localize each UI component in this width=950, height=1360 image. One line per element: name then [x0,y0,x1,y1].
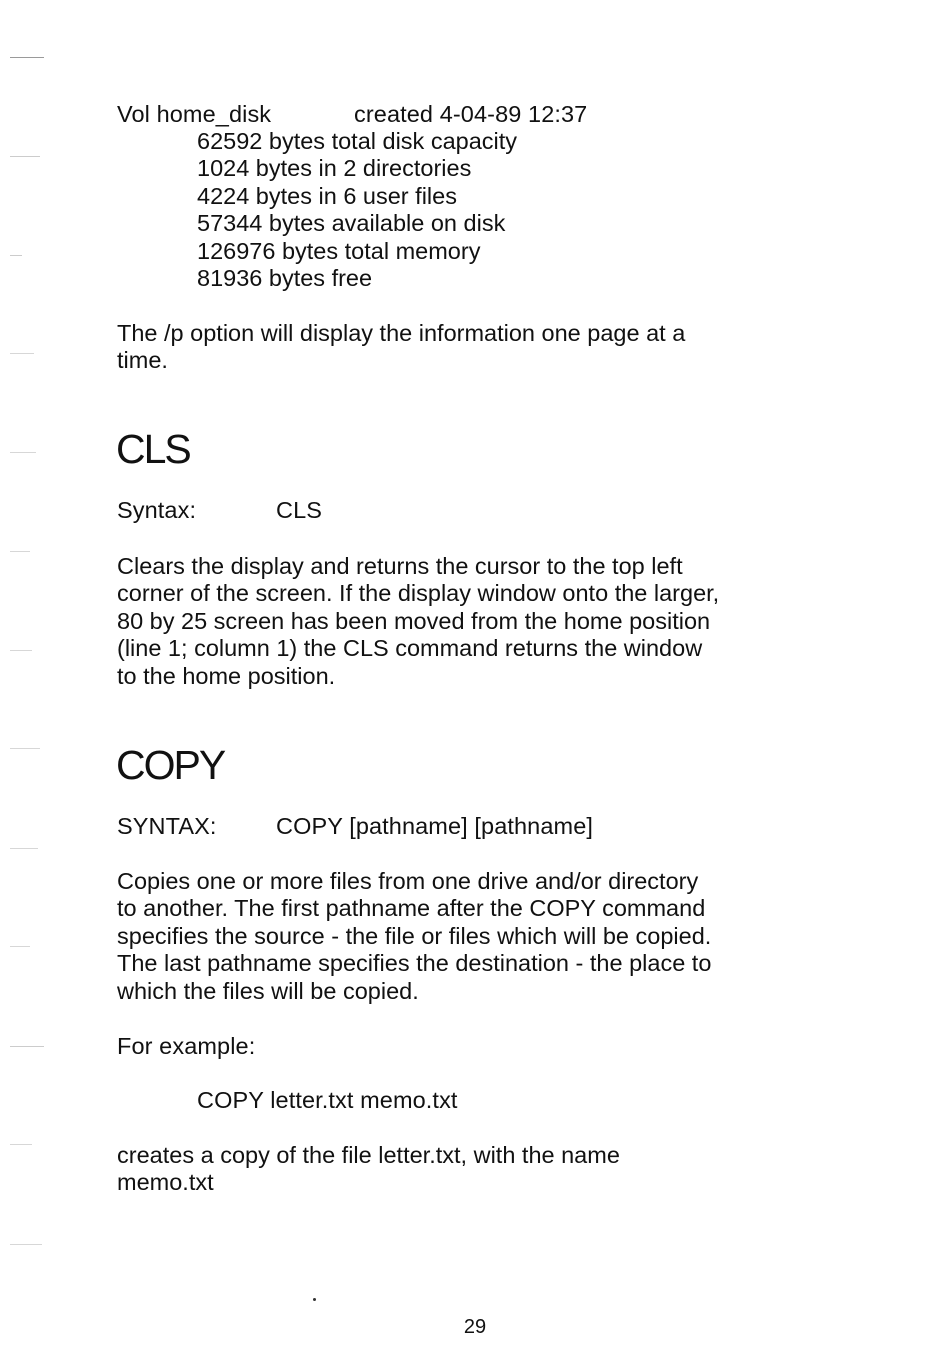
copy-syntax-label: SYNTAX: [117,813,217,839]
paragraph-line: time. [117,347,168,374]
paragraph-line: creates a copy of the file letter.txt, with the name [117,1142,620,1168]
margin-mark [10,848,38,849]
example-intro: For example: [117,1033,256,1059]
disk-info-line: 81936 bytes free [197,265,373,292]
disk-info-line: 62592 bytes total disk capacity [197,128,518,154]
margin-mark [10,1144,32,1145]
margin-mark [10,650,32,651]
paragraph-line: memo.txt [117,1169,214,1196]
paragraph-line: The /p option will display the information one page at a [117,320,686,346]
cls-syntax-value: CLS [276,497,323,523]
paragraph-line: Clears the display and returns the cursor to the top left [117,553,683,579]
disk-info-line: 1024 bytes in 2 directories [197,155,472,182]
margin-mark [10,156,40,157]
paragraph-line: which the files will be copied. [117,977,419,1004]
margin-mark [10,946,30,947]
paragraph-line: (line 1; column 1) the CLS command returns the window [117,635,703,662]
margin-mark [10,551,30,552]
cls-syntax-label: Syntax: [117,497,197,523]
copy-heading: COPY [116,742,225,788]
copy-result [117,1142,620,1197]
margin-mark [10,748,40,749]
cls-heading: CLS [116,426,190,472]
margin-mark [10,1046,44,1047]
disk-info-line: 57344 bytes available on disk [197,210,506,237]
scan-speck [313,1298,316,1301]
margin-mark [10,255,22,256]
vol-created: created 4-04-89 12:37 [354,101,588,127]
disk-info-list [197,128,517,292]
paragraph-line: to the home position. [117,662,336,689]
disk-info-line: 126976 bytes total memory [197,237,481,264]
vol-label: Vol home_disk [117,101,272,127]
paragraph-line: 80 by 25 screen has been moved from the home position [117,607,711,634]
paragraph-line: The last pathname specifies the destination - the place to [117,950,712,977]
p-option-paragraph [117,320,685,375]
paragraph-line: to another. The first pathname after the COPY command [117,895,706,922]
paragraph-line: Copies one or more files from one drive and/or directory [117,868,699,894]
disk-info-line: 4224 bytes in 6 user files [197,182,457,209]
paragraph-line: specifies the source - the file or files which will be copied. [117,922,712,949]
cls-description [117,553,719,690]
margin-mark [10,353,34,354]
margin-mark [10,452,36,453]
example-command: COPY letter.txt memo.txt [197,1087,458,1113]
copy-syntax-value: COPY [pathname] [pathname] [276,813,593,839]
page-number: 29 [463,1316,487,1338]
margin-mark [10,1244,42,1245]
paragraph-line: corner of the screen. If the display window onto the larger, [117,580,720,607]
margin-mark [10,57,44,58]
copy-description [117,868,711,1005]
